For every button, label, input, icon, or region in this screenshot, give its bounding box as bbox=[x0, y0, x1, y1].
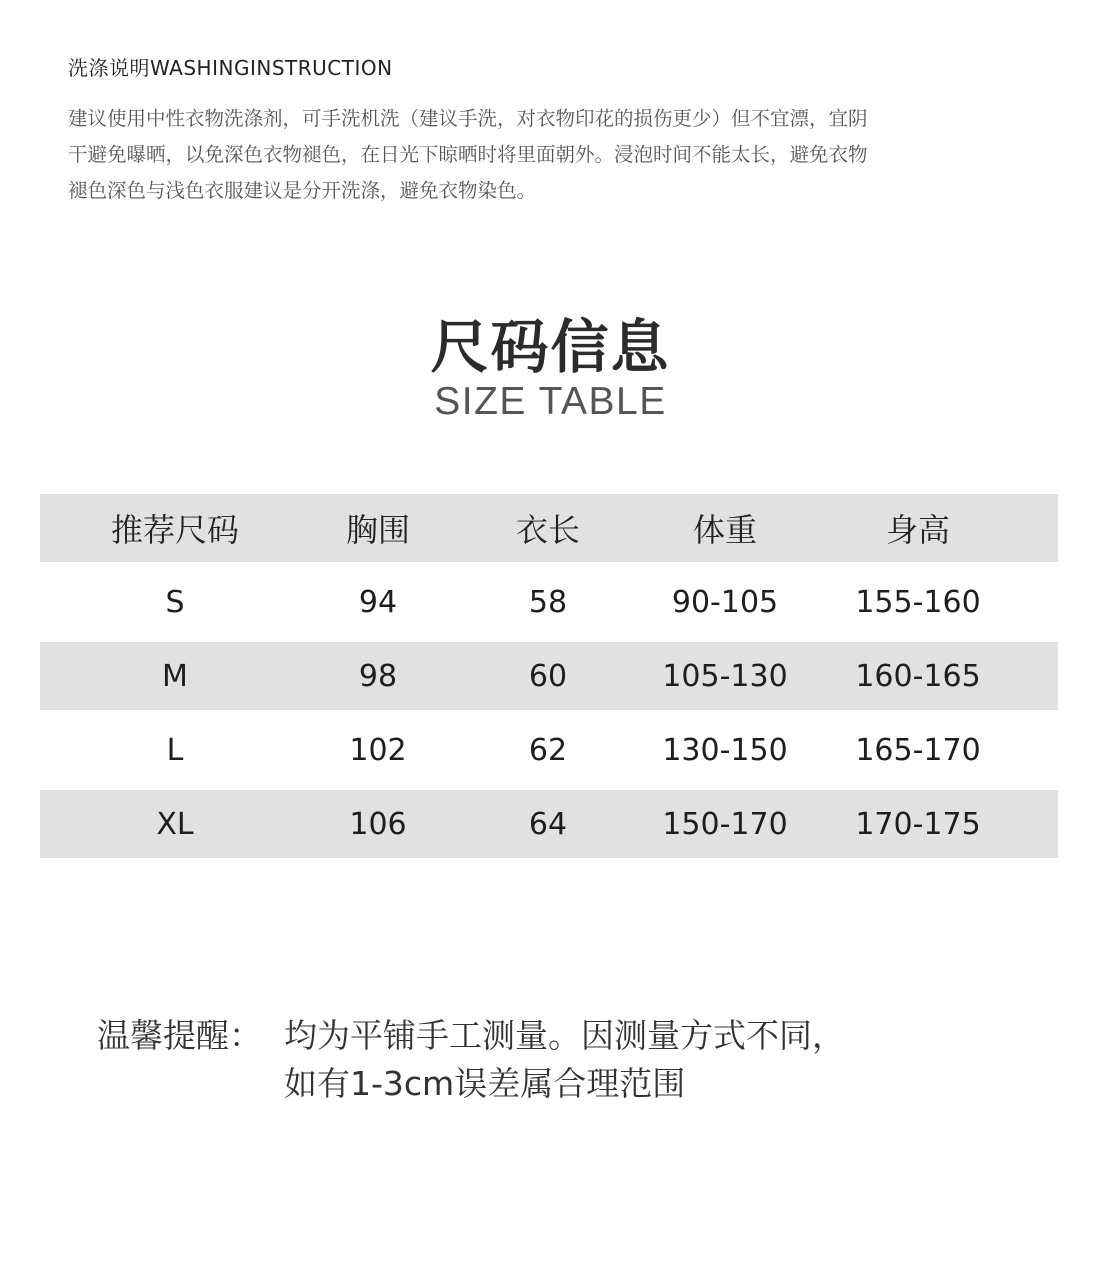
size-table bbox=[40, 494, 1058, 858]
cell-chest: 106 bbox=[349, 806, 407, 842]
cell-size: L bbox=[166, 732, 184, 768]
note-line-1: 均为平铺手工测量。因测量方式不同， bbox=[284, 1016, 845, 1055]
table-row bbox=[40, 710, 1058, 790]
washing-instruction-text bbox=[68, 101, 1038, 209]
cell-weight: 90-105 bbox=[671, 584, 779, 620]
header-weight: 体重 bbox=[692, 511, 757, 549]
washing-line-1: 建议使用中性衣物洗涤剂，可手洗机洗（建议手洗，对衣物印花的损伤更少）但不宜漂，宜阴 bbox=[68, 107, 868, 130]
table-row bbox=[40, 642, 1058, 710]
note-line-2: 如有1-3cm误差属合理范围 bbox=[284, 1064, 686, 1103]
cell-chest: 94 bbox=[358, 584, 398, 620]
cell-length: 60 bbox=[528, 658, 568, 694]
cell-chest: 98 bbox=[358, 658, 398, 694]
cell-height: 170-175 bbox=[855, 806, 981, 842]
cell-length: 62 bbox=[528, 732, 568, 768]
cell-weight: 105-130 bbox=[662, 658, 788, 694]
note-first-line bbox=[97, 1012, 845, 1060]
cell-length: 64 bbox=[528, 806, 568, 842]
cell-height: 165-170 bbox=[855, 732, 981, 768]
table-header-row bbox=[40, 494, 1058, 562]
cell-height: 160-165 bbox=[855, 658, 981, 694]
table-row bbox=[40, 562, 1058, 642]
cell-size: XL bbox=[156, 806, 194, 842]
table-row bbox=[40, 790, 1058, 858]
cell-chest: 102 bbox=[349, 732, 407, 768]
cell-height: 155-160 bbox=[855, 584, 981, 620]
measurement-note bbox=[97, 1012, 845, 1108]
cell-length: 58 bbox=[528, 584, 568, 620]
header-size: 推荐尺码 bbox=[110, 511, 239, 549]
cell-size: S bbox=[165, 584, 185, 620]
washing-instruction-title: 洗涤说明WASHINGINSTRUCTION bbox=[68, 56, 393, 80]
washing-line-3: 褪色深色与浅色衣服建议是分开洗涤，避免衣物染色。 bbox=[68, 179, 537, 202]
header-chest: 胸围 bbox=[345, 511, 410, 549]
header-length: 衣长 bbox=[515, 511, 580, 549]
note-label: 温馨提醒： bbox=[97, 1016, 262, 1055]
cell-weight: 130-150 bbox=[662, 732, 788, 768]
size-subheading: SIZE TABLE bbox=[434, 380, 667, 423]
cell-weight: 150-170 bbox=[662, 806, 788, 842]
washing-line-2: 干避免曝晒，以免深色衣物褪色，在日光下晾晒时将里面朝外。浸泡时间不能太长，避免衣物 bbox=[68, 143, 868, 166]
cell-size: M bbox=[162, 658, 188, 694]
size-heading: 尺码信息 bbox=[430, 313, 671, 381]
header-height: 身高 bbox=[885, 511, 950, 549]
